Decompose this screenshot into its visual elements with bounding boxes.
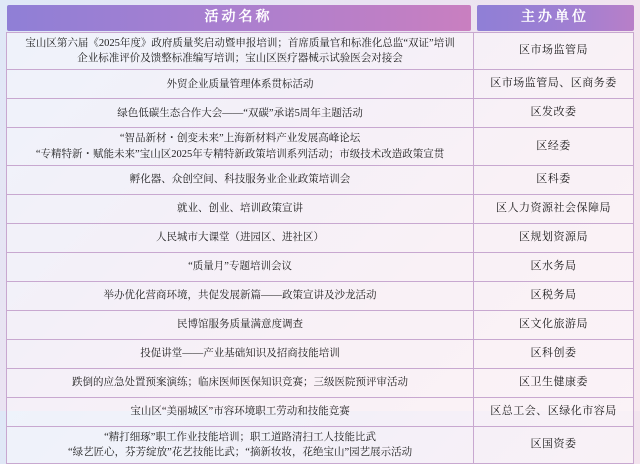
activity-name-line: 就业、创业、培训政策宣讲 bbox=[177, 203, 304, 215]
organizer-cell: 区科创委 bbox=[474, 339, 634, 368]
activity-name-line: 投促讲堂——产业基础知识及招商技能培训 bbox=[140, 348, 340, 360]
activity-name-line: 民博馆服务质量满意度调查 bbox=[177, 319, 304, 331]
header-cell-org bbox=[474, 4, 634, 33]
activity-name-line: 企业标准评价及馈整标准编写培训；宝山区医疗器械示试验医会对接会 bbox=[77, 53, 403, 65]
table-row bbox=[7, 252, 634, 281]
table-row bbox=[7, 339, 634, 368]
activity-name-line: 跌倒的应急处置预案演练；临床医师医保知识竞赛；三级医院预评审活动 bbox=[72, 377, 409, 389]
activity-name-line: “质量月”专题培训会议 bbox=[188, 261, 292, 273]
activity-name-line: 宝山区第六届《2025年度》政府质量奖启动暨申报培训；首席质量官和标准化总监“双证”培训 bbox=[25, 38, 455, 49]
activity-name-line: 孵化器、众创空间、科技服务业企业政策培训会 bbox=[129, 174, 351, 186]
activity-name-line: “专精特新・赋能未来”宝山区2025年专精特新政策培训系列活动；市级技术改造政策宣贯 bbox=[35, 148, 445, 160]
table-row bbox=[7, 99, 634, 128]
activity-name-line: 人民城市大课堂（进园区、进社区） bbox=[156, 232, 325, 244]
organizer-cell: 区规划资源局 bbox=[474, 223, 634, 252]
table-row bbox=[7, 70, 634, 99]
header-cell-name bbox=[7, 4, 474, 33]
organizer-cell: 区水务局 bbox=[474, 252, 634, 281]
table-row bbox=[7, 281, 634, 310]
table-body bbox=[7, 33, 634, 464]
table-header bbox=[7, 4, 634, 33]
table-row bbox=[7, 128, 634, 165]
activity-name-cell bbox=[7, 252, 474, 281]
table-row bbox=[7, 397, 634, 426]
organizer-cell: 区市场监管局、区商务委 bbox=[474, 70, 634, 99]
activity-name-cell bbox=[7, 99, 474, 128]
table-row bbox=[7, 368, 634, 397]
activities-table bbox=[6, 4, 634, 464]
activity-name-cell bbox=[7, 281, 474, 310]
organizer-cell: 区总工会、区绿化市容局 bbox=[474, 397, 634, 426]
activity-name-cell bbox=[7, 397, 474, 426]
activity-name-line: “智品新材・创变未来”上海新材料产业发展高峰论坛 bbox=[119, 133, 361, 145]
table-row bbox=[7, 426, 634, 463]
table-row bbox=[7, 165, 634, 194]
activity-name-cell bbox=[7, 70, 474, 99]
activity-name-cell bbox=[7, 165, 474, 194]
header-label-org: 主办单位 bbox=[477, 5, 634, 31]
table-row bbox=[7, 33, 634, 70]
activity-name-line: 宝山区“美丽城区”市容环境职工劳动和技能竞赛 bbox=[130, 406, 350, 418]
organizer-cell: 区税务局 bbox=[474, 281, 634, 310]
activity-name-line: “绿艺匠心，芬芳绽放”花艺技能比武；“摘新妆妆，花绝宝山”园艺展示活动 bbox=[67, 447, 413, 459]
activity-name-cell bbox=[7, 128, 474, 165]
activity-name-cell bbox=[7, 310, 474, 339]
table-row bbox=[7, 310, 634, 339]
organizer-cell: 区经委 bbox=[474, 128, 634, 165]
activity-name-cell bbox=[7, 426, 474, 463]
activity-name-cell bbox=[7, 223, 474, 252]
activity-name-line: 绿色低碳生态合作大会——“双碳”承诺5周年主题活动 bbox=[117, 107, 363, 119]
organizer-cell: 区文化旅游局 bbox=[474, 310, 634, 339]
activity-name-cell bbox=[7, 339, 474, 368]
organizer-cell: 区国资委 bbox=[474, 426, 634, 463]
organizer-cell: 区科委 bbox=[474, 165, 634, 194]
organizer-cell: 区人力资源社会保障局 bbox=[474, 194, 634, 223]
organizer-cell: 区市场监管局 bbox=[474, 33, 634, 70]
activity-name-cell bbox=[7, 194, 474, 223]
table-row bbox=[7, 194, 634, 223]
activity-name-line: 举办优化营商环境，共促发展新篇——政策宣讲及沙龙活动 bbox=[103, 290, 377, 302]
organizer-cell: 区卫生健康委 bbox=[474, 368, 634, 397]
activity-name-cell bbox=[7, 33, 474, 70]
header-label-name: 活动名称 bbox=[7, 5, 471, 31]
activity-name-line: 外贸企业质量管理体系贯标活动 bbox=[166, 78, 314, 90]
table-row bbox=[7, 223, 634, 252]
activity-name-cell bbox=[7, 368, 474, 397]
activity-name-line: “精打细琢”职工作业技能培训；职工道路清扫工人技能比武 bbox=[104, 431, 376, 443]
organizer-cell: 区发改委 bbox=[474, 99, 634, 128]
